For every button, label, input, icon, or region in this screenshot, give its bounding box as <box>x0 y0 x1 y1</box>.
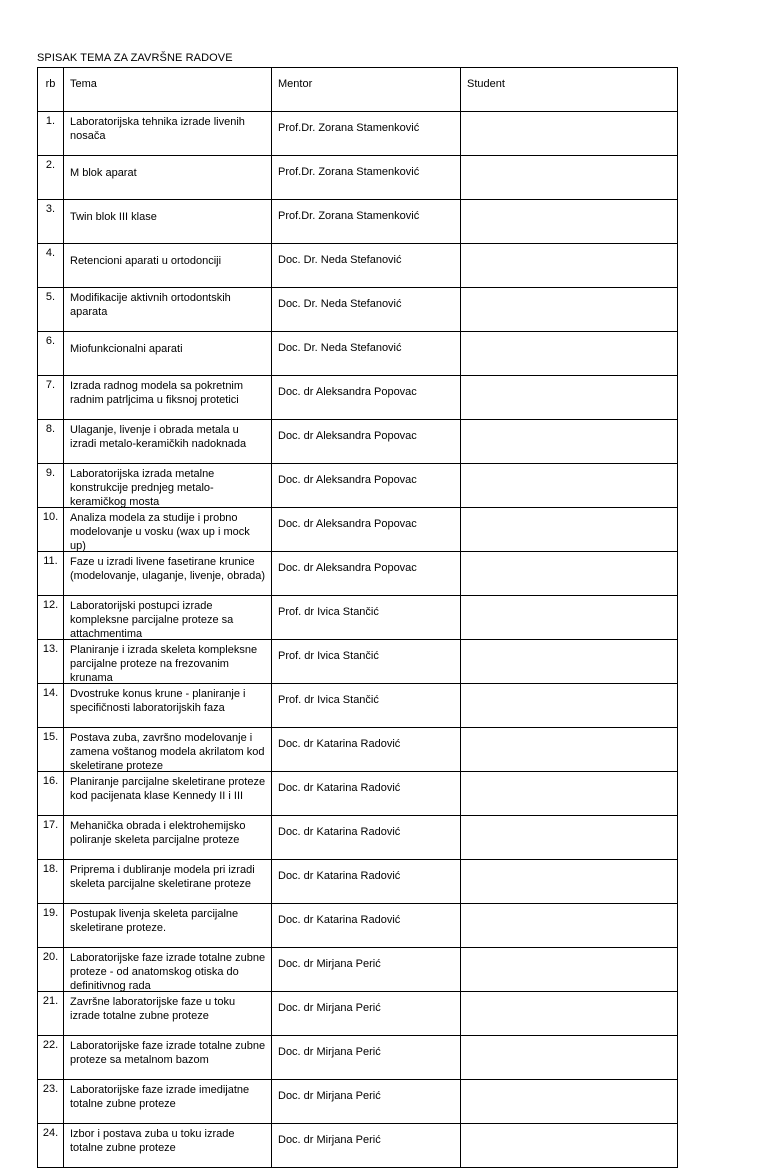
row-number: 24. <box>38 1124 64 1168</box>
mentor-cell: Doc. dr Aleksandra Popovac <box>272 508 461 552</box>
topic-cell: Mehanička obrada i elektrohemijsko poliranje skeleta parcijalne proteze <box>64 816 272 860</box>
topic-cell: Modifikacije aktivnih ortodontskih aparata <box>64 288 272 332</box>
header-student: Student <box>461 68 678 112</box>
table-row <box>38 1124 678 1168</box>
mentor-cell: Doc. dr Aleksandra Popovac <box>272 552 461 596</box>
student-cell[interactable] <box>461 728 678 772</box>
student-cell[interactable] <box>461 596 678 640</box>
mentor-cell: Doc. Dr. Neda Stefanović <box>272 244 461 288</box>
row-number: 23. <box>38 1080 64 1124</box>
table-row <box>38 464 678 508</box>
student-cell[interactable] <box>461 992 678 1036</box>
student-cell[interactable] <box>461 1124 678 1168</box>
topic-cell: Postava zuba, završno modelovanje i zamena voštanog modela akrilatom kod skeletirane proteze <box>64 728 272 772</box>
topic-cell: Završne laboratorijske faze u toku izrade totalne zubne proteze <box>64 992 272 1036</box>
student-cell[interactable] <box>461 420 678 464</box>
row-number: 14. <box>38 684 64 728</box>
topics-table <box>37 67 678 1168</box>
student-cell[interactable] <box>461 684 678 728</box>
mentor-cell: Prof. dr Ivica Stančić <box>272 640 461 684</box>
row-number: 8. <box>38 420 64 464</box>
mentor-cell: Doc. Dr. Neda Stefanović <box>272 332 461 376</box>
mentor-cell: Prof.Dr. Zorana Stamenković <box>272 156 461 200</box>
student-cell[interactable] <box>461 288 678 332</box>
topic-cell: Izbor i postava zuba u toku izrade totalne zubne proteze <box>64 1124 272 1168</box>
topic-cell: Laboratorijski postupci izrade kompleksne parcijalne proteze sa attachmentima <box>64 596 272 640</box>
header-tema: Tema <box>64 68 272 112</box>
student-cell[interactable] <box>461 1036 678 1080</box>
row-number: 12. <box>38 596 64 640</box>
table-row <box>38 332 678 376</box>
topic-cell: Laboratorijske faze izrade totalne zubne proteze - od anatomskog otiska do definitivnog rada <box>64 948 272 992</box>
mentor-cell: Doc. dr Aleksandra Popovac <box>272 464 461 508</box>
table-row <box>38 948 678 992</box>
topic-cell: Laboratorijske faze izrade totalne zubne proteze sa metalnom bazom <box>64 1036 272 1080</box>
student-cell[interactable] <box>461 552 678 596</box>
row-number: 4. <box>38 244 64 288</box>
header-rb: rb <box>38 68 64 112</box>
mentor-cell: Prof.Dr. Zorana Stamenković <box>272 112 461 156</box>
header-mentor: Mentor <box>272 68 461 112</box>
mentor-cell: Prof. dr Ivica Stančić <box>272 684 461 728</box>
mentor-cell: Doc. dr Mirjana Perić <box>272 992 461 1036</box>
row-number: 17. <box>38 816 64 860</box>
table-row <box>38 112 678 156</box>
student-cell[interactable] <box>461 508 678 552</box>
topic-cell: Analiza modela za studije i probno modelovanje u vosku (wax up i mock up) <box>64 508 272 552</box>
student-cell[interactable] <box>461 772 678 816</box>
row-number: 13. <box>38 640 64 684</box>
student-cell[interactable] <box>461 332 678 376</box>
mentor-cell: Doc. dr Katarina Radović <box>272 904 461 948</box>
topic-cell: M blok aparat <box>64 156 272 200</box>
row-number: 6. <box>38 332 64 376</box>
row-number: 10. <box>38 508 64 552</box>
mentor-cell: Doc. dr Katarina Radović <box>272 860 461 904</box>
student-cell[interactable] <box>461 112 678 156</box>
table-row <box>38 508 678 552</box>
topic-cell: Planiranje i izrada skeleta kompleksne parcijalne proteze na frezovanim krunama <box>64 640 272 684</box>
table-row <box>38 640 678 684</box>
row-number: 16. <box>38 772 64 816</box>
mentor-cell: Doc. Dr. Neda Stefanović <box>272 288 461 332</box>
table-row <box>38 200 678 244</box>
table-row <box>38 552 678 596</box>
topic-cell: Planiranje parcijalne skeletirane proteze kod pacijenata klase Kennedy II i III <box>64 772 272 816</box>
mentor-cell: Doc. dr Mirjana Perić <box>272 1036 461 1080</box>
topic-cell: Priprema i dubliranje modela pri izradi skeleta parcijalne skeletirane proteze <box>64 860 272 904</box>
topic-cell: Laboratorijske faze izrade imedijatne totalne zubne proteze <box>64 1080 272 1124</box>
topic-cell: Dvostruke konus krune - planiranje i specifičnosti laboratorijskih faza <box>64 684 272 728</box>
table-row <box>38 156 678 200</box>
table-row <box>38 596 678 640</box>
student-cell[interactable] <box>461 1080 678 1124</box>
table-row <box>38 860 678 904</box>
document-title: SPISAK TEMA ZA ZAVRŠNE RADOVE <box>37 52 233 64</box>
mentor-cell: Doc. dr Katarina Radović <box>272 816 461 860</box>
table-row <box>38 1036 678 1080</box>
topic-cell: Twin blok III klase <box>64 200 272 244</box>
table-row <box>38 376 678 420</box>
mentor-cell: Prof.Dr. Zorana Stamenković <box>272 200 461 244</box>
topic-cell: Izrada radnog modela sa pokretnim radnim patrljcima u fiksnoj protetici <box>64 376 272 420</box>
student-cell[interactable] <box>461 244 678 288</box>
topic-cell: Faze u izradi livene fasetirane krunice (modelovanje, ulaganje, livenje, obrada) <box>64 552 272 596</box>
row-number: 2. <box>38 156 64 200</box>
mentor-cell: Doc. dr Katarina Radović <box>272 728 461 772</box>
table-row <box>38 816 678 860</box>
topic-cell: Laboratorijska tehnika izrade livenih nosača <box>64 112 272 156</box>
table-row <box>38 992 678 1036</box>
student-cell[interactable] <box>461 860 678 904</box>
student-cell[interactable] <box>461 904 678 948</box>
mentor-cell: Doc. dr Katarina Radović <box>272 772 461 816</box>
mentor-cell: Doc. dr Aleksandra Popovac <box>272 420 461 464</box>
topic-cell: Miofunkcionalni aparati <box>64 332 272 376</box>
row-number: 20. <box>38 948 64 992</box>
student-cell[interactable] <box>461 948 678 992</box>
student-cell[interactable] <box>461 816 678 860</box>
mentor-cell: Prof. dr Ivica Stančić <box>272 596 461 640</box>
table-row <box>38 772 678 816</box>
topic-cell: Postupak livenja skeleta parcijalne skeletirane proteze. <box>64 904 272 948</box>
mentor-cell: Doc. dr Mirjana Perić <box>272 948 461 992</box>
topic-cell: Laboratorijska izrada metalne konstrukcije prednjeg metalo-keramičkog mosta <box>64 464 272 508</box>
table-row <box>38 904 678 948</box>
table-header-row <box>38 68 678 112</box>
student-cell[interactable] <box>461 156 678 200</box>
row-number: 21. <box>38 992 64 1036</box>
row-number: 11. <box>38 552 64 596</box>
row-number: 18. <box>38 860 64 904</box>
table-row <box>38 420 678 464</box>
student-cell[interactable] <box>461 464 678 508</box>
mentor-cell: Doc. dr Aleksandra Popovac <box>272 376 461 420</box>
row-number: 3. <box>38 200 64 244</box>
row-number: 9. <box>38 464 64 508</box>
table-row <box>38 728 678 772</box>
student-cell[interactable] <box>461 640 678 684</box>
row-number: 1. <box>38 112 64 156</box>
topic-cell: Retencioni aparati u ortodonciji <box>64 244 272 288</box>
table-row <box>38 1080 678 1124</box>
topic-cell: Ulaganje, livenje i obrada metala u izradi metalo-keramičkih nadoknada <box>64 420 272 464</box>
table-row <box>38 684 678 728</box>
mentor-cell: Doc. dr Mirjana Perić <box>272 1080 461 1124</box>
student-cell[interactable] <box>461 200 678 244</box>
student-cell[interactable] <box>461 376 678 420</box>
row-number: 22. <box>38 1036 64 1080</box>
mentor-cell: Doc. dr Mirjana Perić <box>272 1124 461 1168</box>
row-number: 7. <box>38 376 64 420</box>
row-number: 5. <box>38 288 64 332</box>
row-number: 19. <box>38 904 64 948</box>
table-row <box>38 244 678 288</box>
table-row <box>38 288 678 332</box>
row-number: 15. <box>38 728 64 772</box>
